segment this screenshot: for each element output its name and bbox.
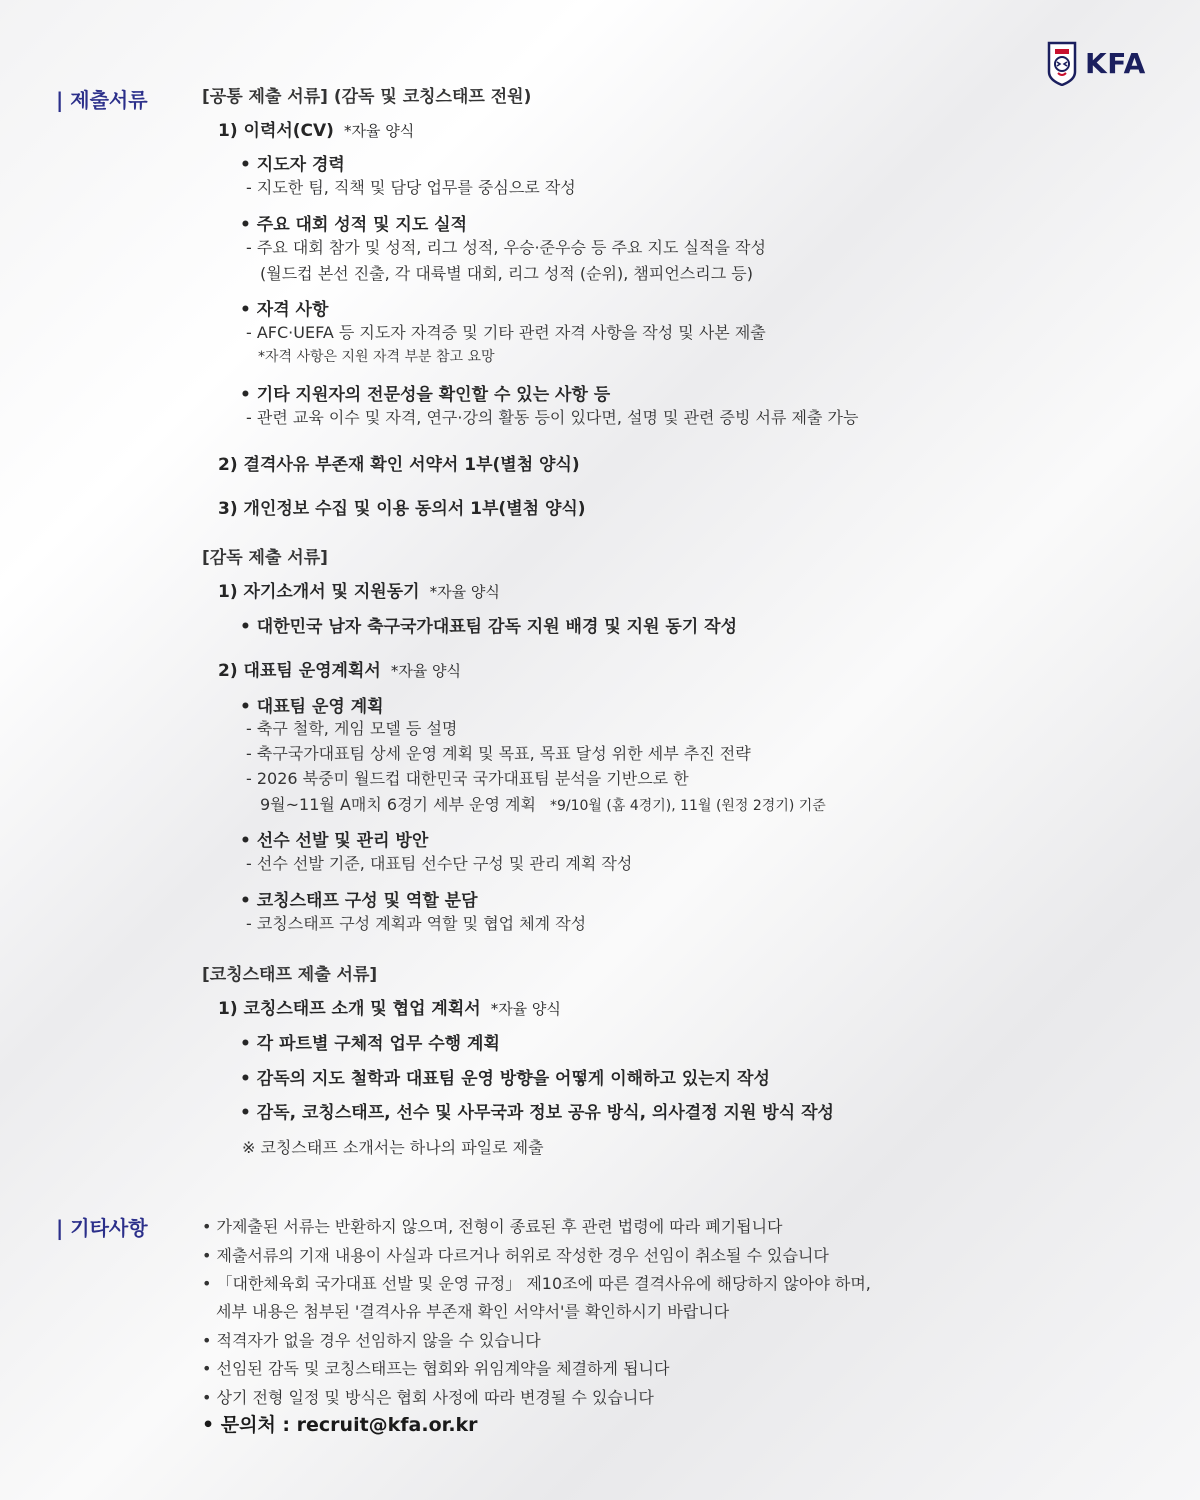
- item-label: 1) 자기소개서 및 지원동기: [218, 582, 420, 602]
- tiger-crest-icon: [1046, 40, 1078, 86]
- other-line-5: • 적격자가 없을 경우 선임하지 않을 수 있습니다: [202, 1331, 541, 1350]
- staff-item-plan: [218, 994, 561, 1019]
- coach-item-intro: [218, 577, 500, 602]
- detail-team-plan-3: - 2026 북중미 월드컵 대한민국 국가대표팀 분석을 기반으로 한: [246, 769, 689, 788]
- section-label-submission: | 제출서류: [56, 88, 148, 112]
- bullet-achievements: • 주요 대회 성적 및 지도 실적: [240, 215, 468, 235]
- staff-docs-title: [코칭스태프 제출 서류]: [202, 965, 378, 985]
- staff-file-note: ※ 코칭스태프 소개서는 하나의 파일로 제출: [242, 1138, 544, 1157]
- contact-email: • 문의처 : recruit@kfa.or.kr: [202, 1414, 478, 1436]
- other-line-1: • 가제출된 서류는 반환하지 않으며, 전형이 종료된 후 관련 법령에 따라 폐기됩니다: [202, 1217, 783, 1236]
- bullet-career: • 지도자 경력: [240, 155, 345, 175]
- other-line-7: • 상기 전형 일정 및 방식은 협회 사정에 따라 변경될 수 있습니다: [202, 1388, 654, 1407]
- kfa-logo: [1046, 40, 1146, 86]
- bullet-qualifications: • 자격 사항: [240, 300, 329, 320]
- bullet-motivation: • 대한민국 남자 축구국가대표팀 감독 지원 배경 및 지원 동기 작성: [240, 617, 738, 637]
- detail-team-plan-4: [260, 792, 826, 815]
- section-label-other: | 기타사항: [56, 1216, 148, 1240]
- detail-qualifications-2: *자격 사항은 지원 자격 부분 참고 요망: [258, 349, 495, 365]
- other-line-6: • 선임된 감독 및 코칭스태프는 협회와 위임계약을 체결하게 됩니다: [202, 1359, 670, 1378]
- common-item-privacy: 3) 개인정보 수집 및 이용 동의서 1부(별첨 양식): [218, 499, 586, 519]
- detail-staff-composition: - 코칭스태프 구성 계획과 역할 및 협업 체계 작성: [246, 914, 587, 933]
- bullet-team-plan: • 대표팀 운영 계획: [240, 697, 384, 717]
- item-note: *자율 양식: [343, 122, 415, 140]
- common-item-cv: [218, 116, 414, 141]
- detail-team-plan-1: - 축구 철학, 게임 모델 등 설명: [246, 719, 458, 738]
- item-label: 1) 이력서(CV): [218, 121, 334, 141]
- logo-text: KFA: [1085, 46, 1146, 80]
- bullet-expertise: • 기타 지원자의 전문성을 확인할 수 있는 사항 등: [240, 385, 611, 405]
- bullet-philosophy: • 감독의 지도 철학과 대표팀 운영 방향을 어떻게 이해하고 있는지 작성: [240, 1069, 770, 1089]
- detail-achievements-2: (월드컵 본선 진출, 각 대륙별 대회, 리그 성적 (순위), 챔피언스리그 등): [260, 264, 753, 283]
- detail-career: - 지도한 팀, 직책 및 담당 업무를 중심으로 작성: [246, 178, 576, 197]
- item-label: 2) 대표팀 운영계획서: [218, 661, 381, 681]
- bullet-player-selection: • 선수 선발 및 관리 방안: [240, 831, 429, 851]
- detail-qualifications-1: - AFC·UEFA 등 지도자 자격증 및 기타 관련 자격 사항을 작성 및 사본 제출: [246, 323, 766, 342]
- coach-item-plan: [218, 656, 461, 681]
- bullet-part-plan: • 각 파트별 구체적 업무 수행 계획: [240, 1034, 500, 1054]
- bullet-staff-composition: • 코칭스태프 구성 및 역할 분담: [240, 891, 478, 911]
- common-item-pledge: 2) 결격사유 부존재 확인 서약서 1부(별첨 양식): [218, 455, 580, 475]
- detail-team-plan-2: - 축구국가대표팀 상세 운영 계획 및 목표, 목표 달성 위한 세부 추진 전략: [246, 744, 751, 763]
- item-note: *자율 양식: [429, 583, 500, 601]
- other-line-2: • 제출서류의 기재 내용이 사실과 다르거나 허위로 작성한 경우 선임이 취소될 수 있습니다: [202, 1246, 829, 1265]
- bullet-info-sharing: • 감독, 코칭스태프, 선수 및 사무국과 정보 공유 방식, 의사결정 지원 방식 작성: [240, 1103, 834, 1123]
- detail-achievements-1: - 주요 대회 참가 및 성적, 리그 성적, 우승·준우승 등 주요 지도 실적을 작성: [246, 238, 766, 257]
- coach-docs-title: [감독 제출 서류]: [202, 548, 328, 568]
- other-line-4: 세부 내용은 첨부된 '결격사유 부존재 확인 서약서'를 확인하시기 바랍니다: [216, 1302, 730, 1321]
- detail-text: 9월~11월 A매치 6경기 세부 운영 계획: [260, 795, 536, 814]
- other-line-3: • 「대한체육회 국가대표 선발 및 운영 규정」 제10조에 따른 결격사유에 해당하지 않아야 하며,: [202, 1274, 871, 1293]
- item-note: *자율 양식: [490, 1000, 561, 1018]
- detail-note: *9/10월 (홈 4경기), 11월 (원정 2경기) 기준: [549, 798, 826, 814]
- detail-player-selection: - 선수 선발 기준, 대표팀 선수단 구성 및 관리 계획 작성: [246, 854, 633, 873]
- item-note: *자율 양식: [390, 662, 462, 680]
- detail-expertise: - 관련 교육 이수 및 자격, 연구·강의 활동 등이 있다면, 설명 및 관련 증빙 서류 제출 가능: [246, 408, 859, 427]
- common-docs-title: [공통 제출 서류] (감독 및 코칭스태프 전원): [202, 87, 532, 107]
- item-label: 1) 코칭스태프 소개 및 협업 계획서: [218, 999, 481, 1019]
